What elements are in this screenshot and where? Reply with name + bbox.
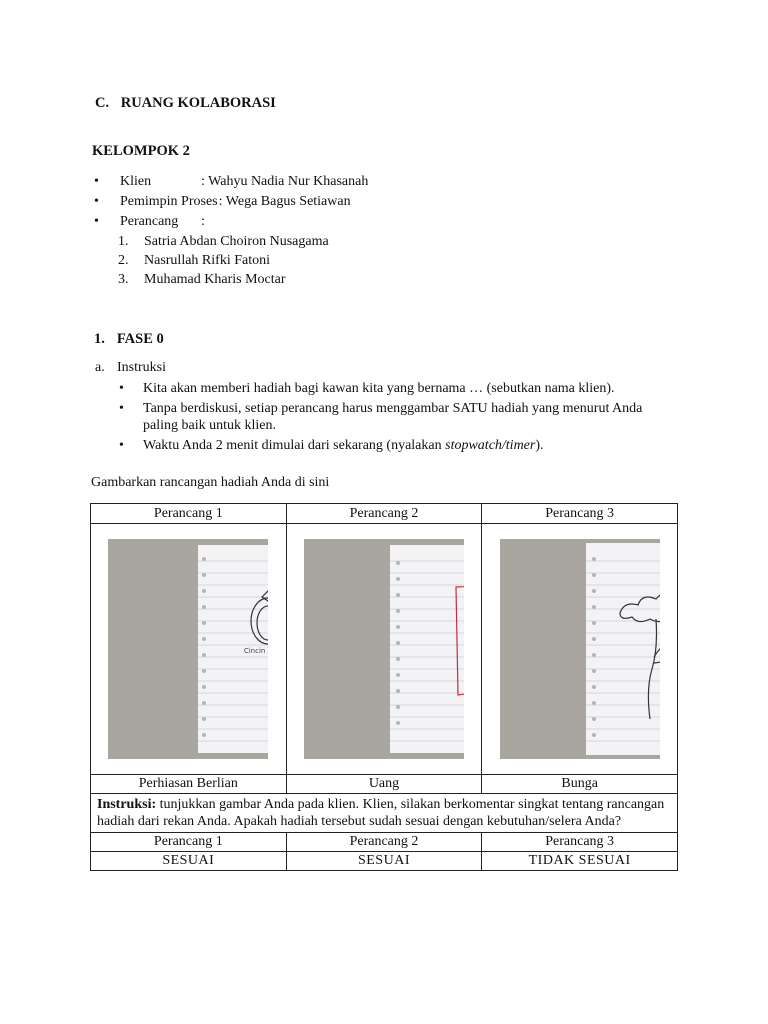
designer-name: Satria Abdan Choiron Nusagama [144, 234, 329, 249]
instruction-label: Instruksi: [97, 797, 157, 812]
list-number: 2. [118, 253, 129, 268]
table-header: Perancang 2 [286, 504, 482, 524]
bullet-text-emphasis: stopwatch/timer [445, 438, 536, 453]
notebook-paper [188, 539, 293, 759]
designer-item-2 [118, 253, 270, 269]
bullet-icon: • [119, 381, 124, 396]
bullet-icon: • [94, 174, 99, 189]
designer-item-3 [118, 272, 286, 288]
group-title: KELOMPOK 2 [92, 143, 190, 159]
notebook-paper [580, 539, 660, 759]
designer-item-1 [118, 234, 329, 250]
sketch-caption: Bunga [482, 775, 678, 794]
instruction-bullet-2 [119, 400, 679, 434]
info-client [92, 174, 368, 194]
result-row [91, 852, 678, 871]
instruction-bullet-1 [119, 380, 679, 397]
table-header-row-2 [91, 833, 678, 852]
table-header: Perancang 1 [91, 833, 287, 852]
info-value: : Wahyu Nadia Nur Khasanah [201, 174, 369, 189]
instruction-bullet-3 [119, 437, 679, 454]
designer-name: Muhamad Kharis Moctar [144, 272, 286, 287]
info-leader [92, 194, 351, 214]
info-label: Perancang [120, 214, 179, 229]
instruction-title: Instruksi [117, 360, 166, 375]
instruction-cell [91, 794, 678, 833]
caption-row [91, 775, 678, 794]
table-header: Perancang 2 [286, 833, 482, 852]
sketch-photo-money [304, 539, 486, 759]
sketch-cell [91, 524, 293, 775]
instruction-heading [95, 360, 166, 376]
result-value: SESUAI [91, 852, 287, 871]
sketch-photo-ring [108, 539, 293, 759]
info-value: : Wega Bagus Setiawan [218, 194, 351, 209]
phase-number: 1. [94, 331, 105, 347]
instruction-text: tunjukkan gambar Anda pada klien. Klien, silakan berkomentar singkat tentang rancangan hadiah dari rekan Anda. Apakah hadiah tersebut sudah sesuai dengan kebutuhan/selera Anda? [97, 797, 665, 829]
designer-name: Nasrullah Rifki Fatoni [144, 253, 270, 268]
info-label: Klien [120, 174, 152, 189]
table-header: Perancang 3 [482, 504, 678, 524]
section-heading [95, 95, 276, 112]
sketch-photo-flower [500, 539, 660, 759]
instruction-row [91, 794, 678, 833]
sketch-caption: Perhiasan Berlian [91, 775, 287, 794]
result-value: TIDAK SESUAI [482, 852, 678, 871]
phase-heading [94, 331, 164, 348]
designs-table [90, 503, 678, 871]
table-header: Perancang 3 [482, 833, 678, 852]
table-header: Perancang 1 [91, 504, 287, 524]
bullet-icon: • [119, 438, 124, 453]
sketch-label: Cincin Berlian [244, 647, 293, 655]
bullet-text: Kita akan memberi hadiah bagi kawan kita yang bernama … (sebutkan nama klien). [143, 381, 615, 396]
section-title: RUANG KOLABORASI [120, 95, 276, 111]
table-header-row [91, 504, 678, 524]
bullet-icon: • [119, 401, 124, 416]
info-value: : [201, 214, 205, 229]
result-value: SESUAI [286, 852, 482, 871]
list-letter: a. [95, 360, 105, 375]
section-number: C. [95, 95, 110, 111]
bullet-text: Tanpa berdiskusi, setiap perancang harus menggambar SATU hadiah yang menurut Anda paling baik untuk klien. [143, 401, 643, 433]
list-number: 1. [118, 234, 129, 249]
sketch-row [91, 524, 678, 775]
phase-title: FASE 0 [116, 331, 164, 347]
sketch-caption: Uang [286, 775, 482, 794]
bullet-icon: • [94, 194, 99, 209]
sketch-cell [482, 524, 678, 775]
info-designers [92, 214, 205, 234]
bullet-icon: • [94, 214, 99, 229]
bullet-text: Waktu Anda 2 menit dimulai dari sekarang (nyalakan [143, 438, 446, 453]
list-number: 3. [118, 272, 129, 287]
bullet-text: ). [535, 438, 544, 453]
sketch-cell [286, 524, 486, 775]
notebook-paper: Uang [384, 539, 464, 759]
info-label: Pemimpin Proses [120, 194, 218, 209]
draw-prompt: Gambarkan rancangan hadiah Anda di sini [91, 475, 330, 490]
